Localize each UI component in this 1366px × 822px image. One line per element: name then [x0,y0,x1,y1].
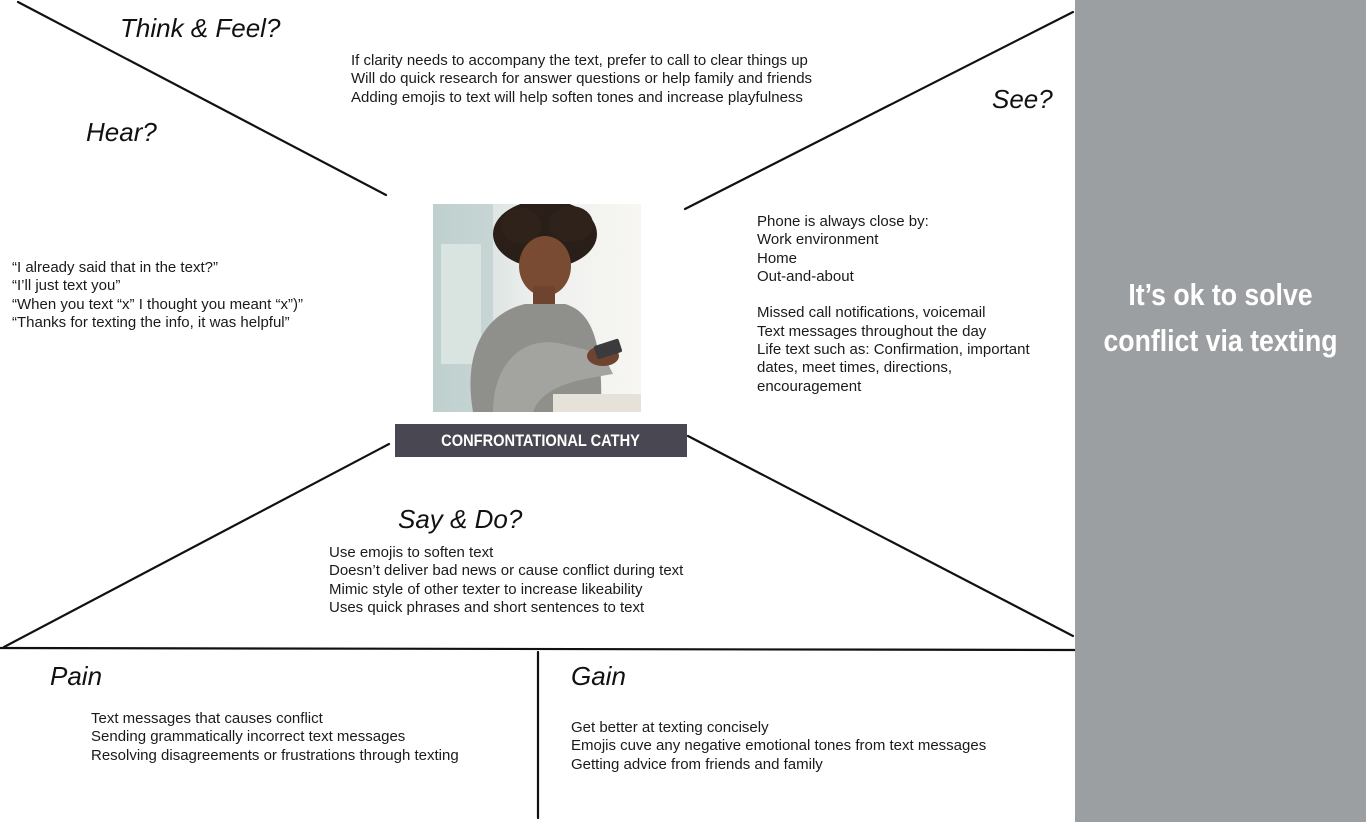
hear-heading: Hear? [86,117,157,147]
woman-texting-icon [433,204,641,412]
insight-statement [1075,272,1366,364]
list-item: Getting advice from friends and family [571,755,823,773]
list-item: Work environment [757,231,879,249]
pain-heading: Pain [50,661,103,691]
list-item: If clarity needs to accompany the text, prefer to call to clear things up [351,52,808,69]
list-item: Mimic style of other texter to increase likeability [329,580,643,598]
divider-horizontal [0,648,1075,650]
list-item: Sending grammatically incorrect text messages [91,728,406,746]
pain-list [91,710,459,765]
hear-list [12,259,303,332]
list-item: “I already said that in the text?” [12,259,218,276]
list-item: Get better at texting concisely [571,719,769,736]
list-item: Home [757,249,798,267]
list-item: Resolving disagreements or frustrations through texting [91,746,459,764]
list-item: Adding emojis to text will help soften tones and increase playfulness [351,88,803,106]
see-list [757,213,1030,396]
insight-line: conflict via texting [1103,323,1338,358]
list-item: “When you text “x” I thought you meant “x”)” [12,295,303,313]
list-item: encouragement [757,377,862,395]
list-item: Doesn’t deliver bad news or cause conflict during text [329,562,684,580]
list-item: Will do quick research for answer questions or help family and friends [351,70,813,88]
insight-panel [1075,0,1366,822]
list-item: Use emojis to soften text [329,544,494,561]
think-feel-heading: Think & Feel? [120,13,281,43]
gain-heading: Gain [571,661,626,691]
list-item: Phone is always close by: [757,213,929,230]
divider-bottom-right [688,436,1073,636]
list-item: Text messages that causes conflict [91,710,323,727]
persona-name: CONFRONTATIONAL CATHY [441,431,641,450]
insight-line: It’s ok to solve [1128,277,1313,312]
say-do-heading: Say & Do? [398,504,523,534]
think-feel-list [351,52,812,107]
list-item: Out-and-about [757,267,854,285]
gain-list [571,719,986,774]
list-item: Uses quick phrases and short sentences to text [329,598,645,616]
list-item: dates, meet times, directions, [757,359,953,377]
list-item: “I’ll just text you” [12,277,121,295]
persona-photo [433,204,641,412]
list-item: Missed call notifications, voicemail [757,304,986,322]
list-item: Text messages throughout the day [757,322,987,340]
say-do-list [329,544,683,617]
list-item: “Thanks for texting the info, it was helpful” [12,313,290,331]
list-item: Emojis cuve any negative emotional tones from text messages [571,737,987,755]
persona-name-label [395,424,687,457]
see-heading: See? [992,84,1053,114]
list-item: Life text such as: Confirmation, important [757,341,1030,359]
